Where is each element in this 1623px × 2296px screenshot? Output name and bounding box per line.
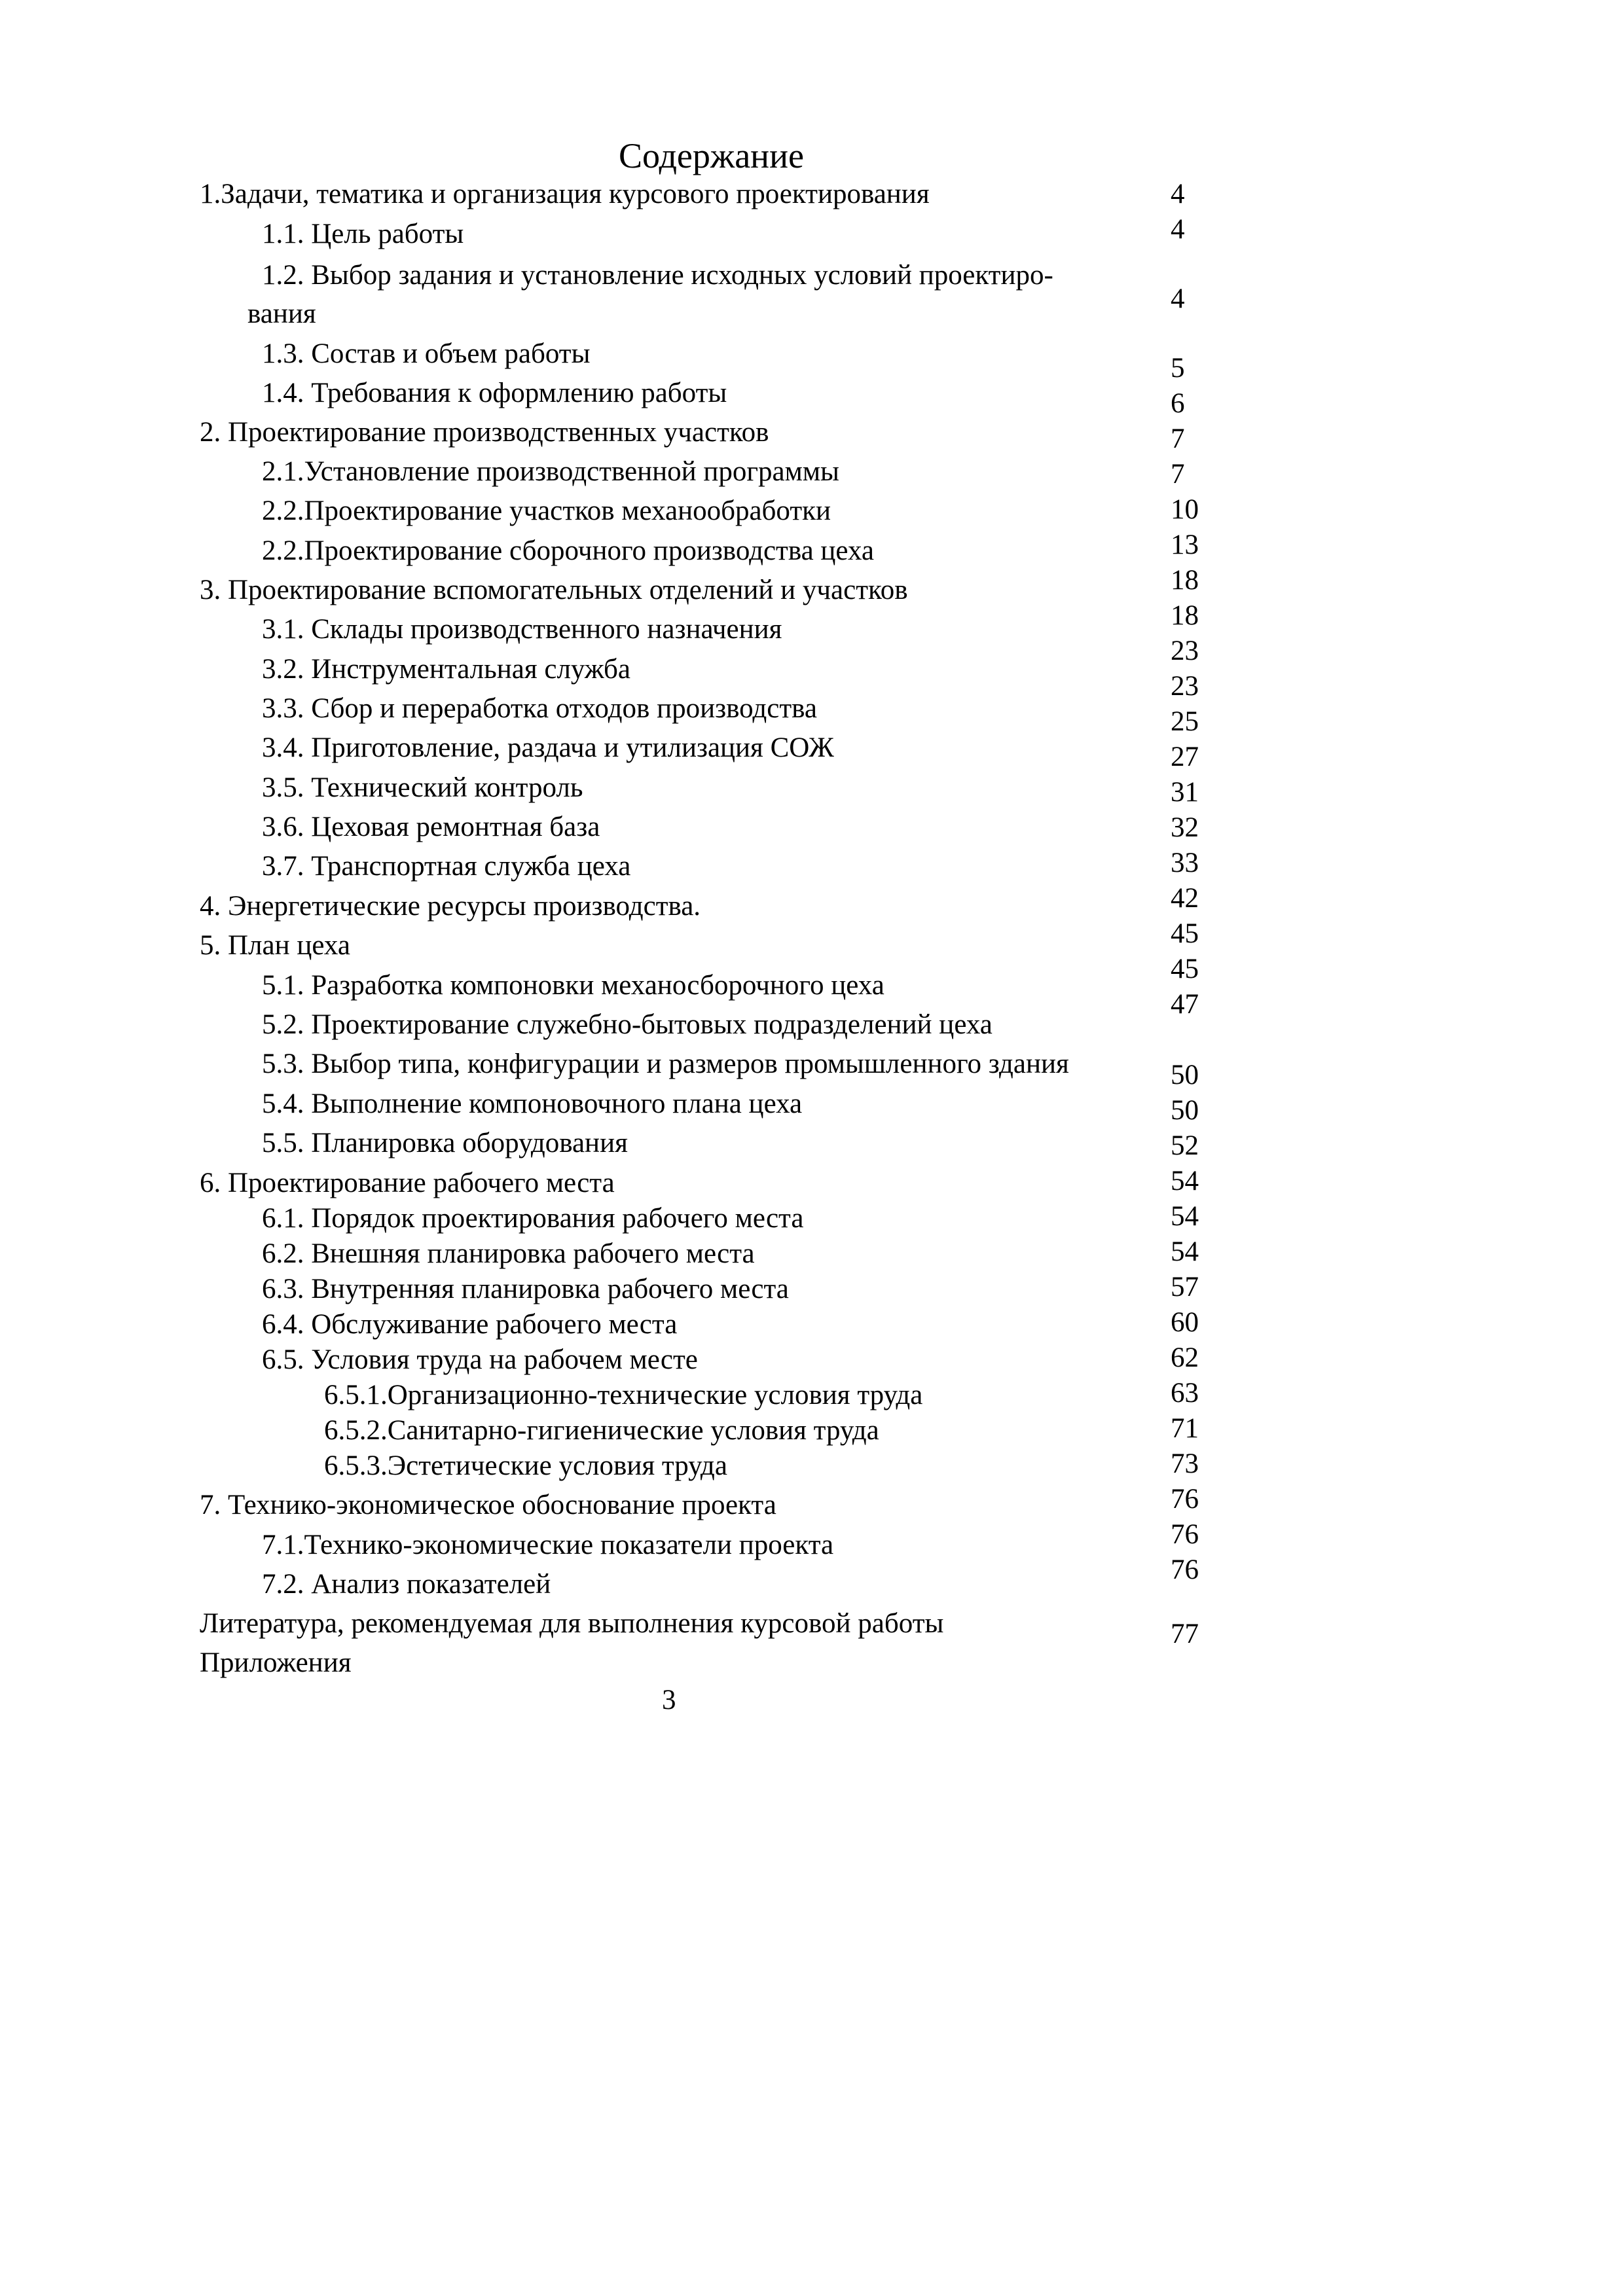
toc-entry-text: вания bbox=[247, 298, 316, 329]
toc-entry-text: 7.1.Технико-экономические показатели проекта bbox=[262, 1530, 834, 1560]
toc-entry-text: 6.5.3.Эстетические условия труда bbox=[324, 1450, 727, 1481]
toc-entry-text: 2.2.Проектирование сборочного производства цеха bbox=[262, 535, 874, 566]
toc-entry-text: 6.5.1.Организационно-технические условия труда bbox=[324, 1380, 923, 1410]
toc-page-number: 13 bbox=[1171, 529, 1199, 560]
toc-entry-text: 2.2.Проектирование участков механообработки bbox=[262, 495, 831, 526]
toc-page-number: 31 bbox=[1171, 777, 1199, 808]
toc-entry-text: 5. План цеха bbox=[200, 930, 350, 961]
toc-entry-text: 1.2. Выбор задания и установление исходных условий проектиро- bbox=[262, 260, 1053, 291]
toc-page-number: 45 bbox=[1171, 954, 1199, 984]
toc-page-number: 76 bbox=[1171, 1484, 1199, 1515]
toc-entry-text: 4. Энергетические ресурсы производства. bbox=[200, 891, 701, 922]
toc-entry-text: 5.4. Выполнение компоновочного плана цеха bbox=[262, 1088, 803, 1119]
toc-entry-text: 6.3. Внутренняя планировка рабочего места bbox=[262, 1274, 789, 1304]
toc-page-number: 33 bbox=[1171, 848, 1199, 878]
toc-entry-text: 5.1. Разработка компоновки механосборочного цеха bbox=[262, 970, 884, 1001]
toc-page-number: 6 bbox=[1171, 388, 1185, 419]
toc-page-number: 52 bbox=[1171, 1130, 1199, 1161]
toc-page-number: 76 bbox=[1171, 1519, 1199, 1550]
toc-page-number: 50 bbox=[1171, 1060, 1199, 1090]
toc-page-number: 5 bbox=[1171, 353, 1185, 384]
toc-entry-text: 3.4. Приготовление, раздача и утилизация СОЖ bbox=[262, 732, 834, 763]
toc-page-number: 18 bbox=[1171, 600, 1199, 631]
toc-page-number: 77 bbox=[1171, 1619, 1199, 1649]
toc-entry-text: 3.7. Транспортная служба цеха bbox=[262, 851, 631, 882]
toc-page-number: 62 bbox=[1171, 1342, 1199, 1373]
toc-entry-text: 5.2. Проектирование служебно-бытовых подразделений цеха bbox=[262, 1009, 993, 1040]
toc-entry-text: 1.1. Цель работы bbox=[262, 219, 464, 249]
toc-entry-text: 6.5.2.Санитарно-гигиенические условия труда bbox=[324, 1415, 879, 1446]
toc-entry-text: 5.3. Выбор типа, конфигурации и размеров промышленного здания bbox=[262, 1049, 1069, 1079]
toc-entry-text: Литература, рекомендуемая для выполнения курсовой работы bbox=[200, 1608, 944, 1639]
toc-page-number: 63 bbox=[1171, 1378, 1199, 1408]
toc-page-number: 7 bbox=[1171, 459, 1185, 490]
toc-page-number: 73 bbox=[1171, 1448, 1199, 1479]
toc-entry-text: 6.5. Условия труда на рабочем месте bbox=[262, 1344, 698, 1375]
toc-page-number: 4 bbox=[1171, 179, 1185, 209]
toc-entry-text: 2.1.Установление производственной программы bbox=[262, 456, 839, 487]
toc-page-number: 4 bbox=[1171, 283, 1185, 314]
toc-entry-text: 6.4. Обслуживание рабочего места bbox=[262, 1309, 678, 1340]
toc-page-number: 23 bbox=[1171, 636, 1199, 666]
toc-entry-text: 7.2. Анализ показателей bbox=[262, 1569, 551, 1600]
toc-page-number: 7 bbox=[1171, 423, 1185, 454]
toc-page-number: 71 bbox=[1171, 1413, 1199, 1444]
toc-page-number: 45 bbox=[1171, 918, 1199, 949]
toc-page-number: 32 bbox=[1171, 812, 1199, 843]
toc-page-number: 50 bbox=[1171, 1095, 1199, 1126]
footer-page-number: 3 bbox=[662, 1685, 676, 1715]
toc-entry-text: 5.5. Планировка оборудования bbox=[262, 1128, 628, 1158]
toc-entry-text: 3.6. Цеховая ремонтная база bbox=[262, 812, 600, 842]
toc-page-number: 54 bbox=[1171, 1236, 1199, 1267]
toc-entry-text: 6.1. Порядок проектирования рабочего места bbox=[262, 1203, 804, 1234]
toc-entry-text: 3.1. Склады производственного назначения bbox=[262, 614, 782, 645]
toc-entry-text: 3.2. Инструментальная служба bbox=[262, 654, 630, 685]
toc-page-number: 4 bbox=[1171, 214, 1185, 245]
toc-entry-text: 3.5. Технический контроль bbox=[262, 772, 583, 803]
toc-page-number: 76 bbox=[1171, 1554, 1199, 1585]
toc-entry-text: Приложения bbox=[200, 1647, 352, 1678]
toc-entry-text: 7. Технико-экономическое обоснование проекта bbox=[200, 1490, 776, 1520]
toc-page-number: 23 bbox=[1171, 671, 1199, 702]
toc-page-number: 54 bbox=[1171, 1166, 1199, 1196]
toc-page-number: 25 bbox=[1171, 706, 1199, 737]
toc-entry-text: 6. Проектирование рабочего места bbox=[200, 1168, 615, 1198]
toc-entry-text: 1.Задачи, тематика и организация курсового проектирования bbox=[200, 179, 930, 209]
toc-page-number: 57 bbox=[1171, 1272, 1199, 1302]
toc-entry-text: 1.4. Требования к оформлению работы bbox=[262, 378, 727, 408]
toc-entry-text: 3.3. Сбор и переработка отходов производства bbox=[262, 693, 817, 724]
toc-page-number: 54 bbox=[1171, 1201, 1199, 1232]
toc-entry-text: 6.2. Внешняя планировка рабочего места bbox=[262, 1238, 755, 1269]
toc-page-number: 60 bbox=[1171, 1307, 1199, 1338]
toc-entry-text: 3. Проектирование вспомогательных отделений и участков bbox=[200, 575, 908, 605]
toc-page-number: 47 bbox=[1171, 989, 1199, 1020]
toc-page-number: 42 bbox=[1171, 883, 1199, 914]
toc-page-number: 10 bbox=[1171, 494, 1199, 525]
toc-title: Содержание bbox=[619, 136, 804, 175]
toc-page-number: 18 bbox=[1171, 565, 1199, 596]
toc-page-number: 27 bbox=[1171, 742, 1199, 772]
toc-entry-text: 2. Проектирование производственных участков bbox=[200, 417, 769, 448]
toc-entry-text: 1.3. Состав и объем работы bbox=[262, 338, 591, 369]
